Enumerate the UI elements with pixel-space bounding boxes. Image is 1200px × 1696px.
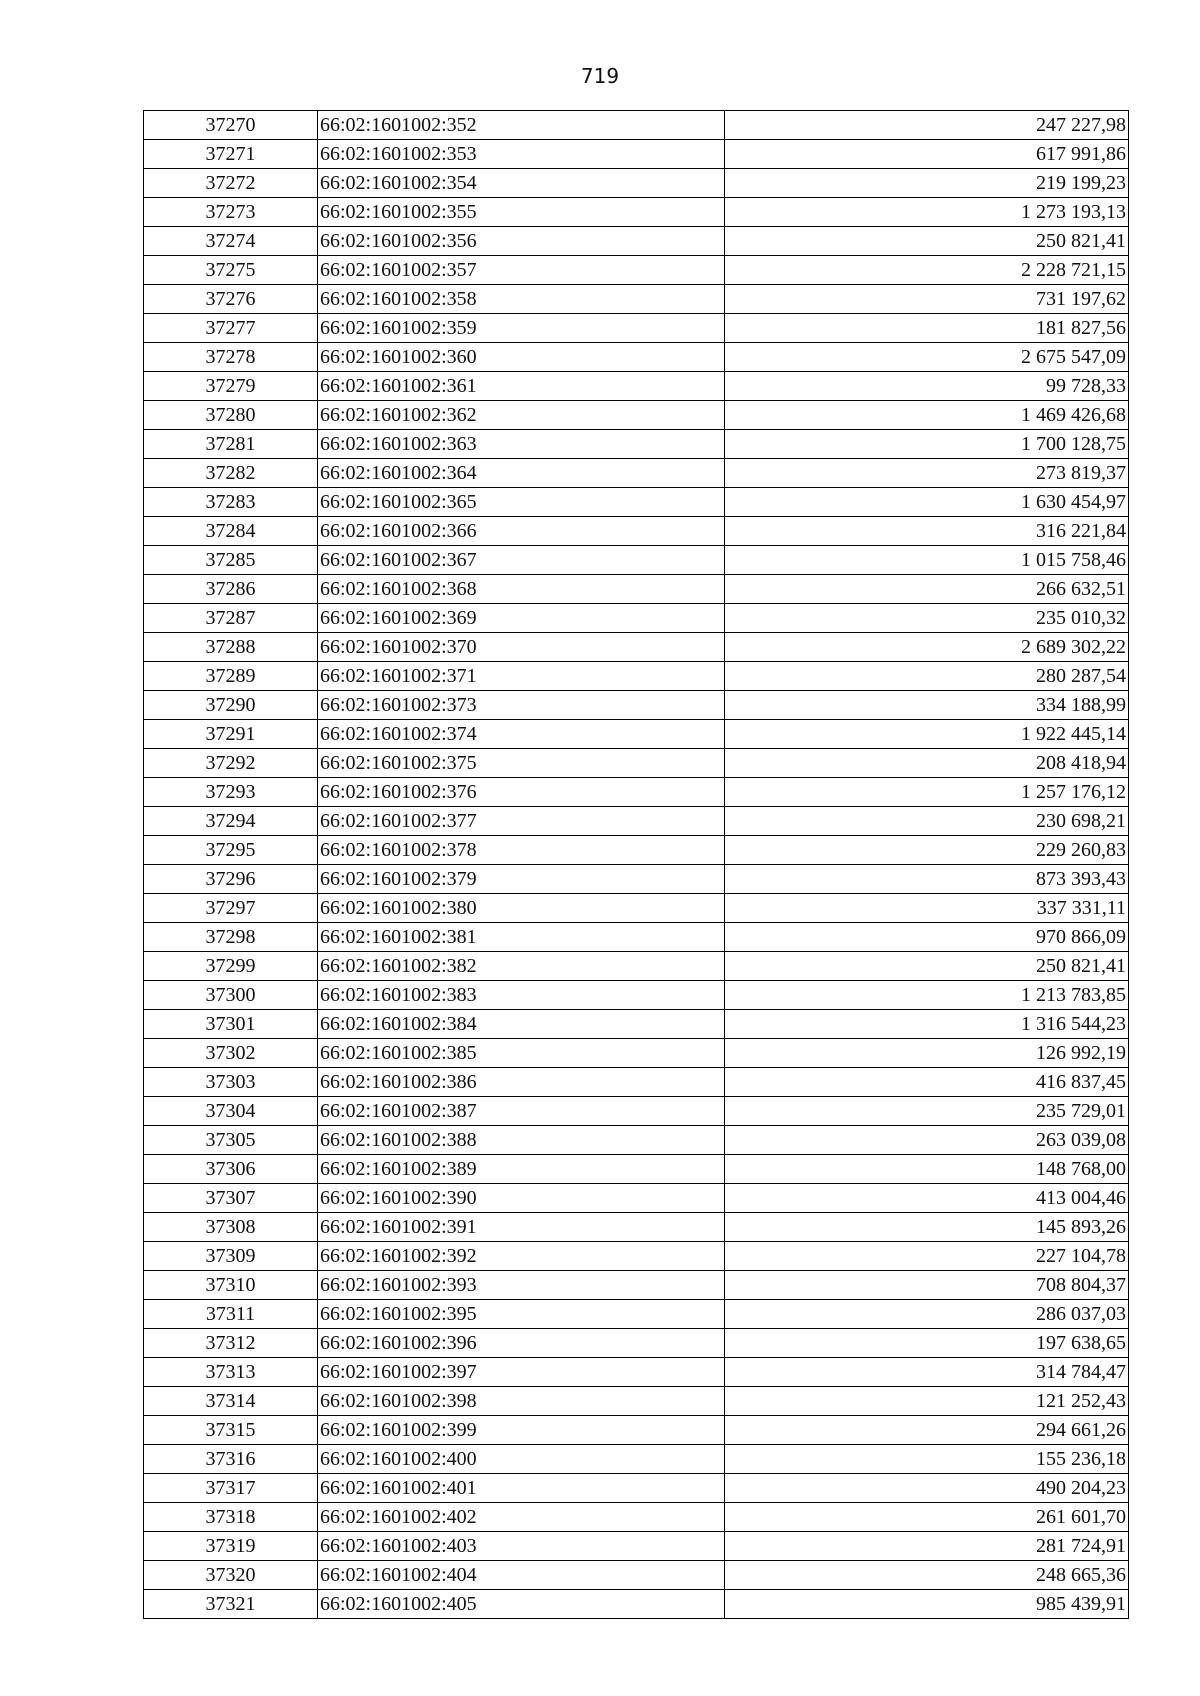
- cadastral-number-cell: 66:02:1601002:361: [318, 372, 725, 401]
- row-number-cell: 37294: [144, 807, 318, 836]
- row-number-cell: 37308: [144, 1213, 318, 1242]
- table-row: [144, 633, 1129, 662]
- cadastral-value-cell: 985 439,91: [725, 1590, 1129, 1619]
- cadastral-number-cell: 66:02:1601002:401: [318, 1474, 725, 1503]
- cadastral-value-cell: 227 104,78: [725, 1242, 1129, 1271]
- cadastral-number-cell: 66:02:1601002:399: [318, 1416, 725, 1445]
- cadastral-number-cell: 66:02:1601002:395: [318, 1300, 725, 1329]
- table-row: [144, 546, 1129, 575]
- cadastral-value-cell: 286 037,03: [725, 1300, 1129, 1329]
- cadastral-number-cell: 66:02:1601002:365: [318, 488, 725, 517]
- cadastral-number-cell: 66:02:1601002:366: [318, 517, 725, 546]
- cadastral-number-cell: 66:02:1601002:369: [318, 604, 725, 633]
- row-number-cell: 37317: [144, 1474, 318, 1503]
- table-row: [144, 662, 1129, 691]
- row-number-cell: 37283: [144, 488, 318, 517]
- cadastral-value-cell: 416 837,45: [725, 1068, 1129, 1097]
- cadastral-number-cell: 66:02:1601002:384: [318, 1010, 725, 1039]
- table-row: [144, 140, 1129, 169]
- cadastral-value-cell: 230 698,21: [725, 807, 1129, 836]
- table-row: [144, 430, 1129, 459]
- cadastral-value-cell: 148 768,00: [725, 1155, 1129, 1184]
- table-row: [144, 1474, 1129, 1503]
- cadastral-number-cell: 66:02:1601002:354: [318, 169, 725, 198]
- row-number-cell: 37271: [144, 140, 318, 169]
- cadastral-value-cell: 197 638,65: [725, 1329, 1129, 1358]
- row-number-cell: 37314: [144, 1387, 318, 1416]
- cadastral-number-cell: 66:02:1601002:381: [318, 923, 725, 952]
- row-number-cell: 37286: [144, 575, 318, 604]
- table-row: [144, 1271, 1129, 1300]
- table-row: [144, 343, 1129, 372]
- cadastral-value-cell: 281 724,91: [725, 1532, 1129, 1561]
- row-number-cell: 37282: [144, 459, 318, 488]
- cadastral-value-cell: 2 689 302,22: [725, 633, 1129, 662]
- cadastral-value-cell: 314 784,47: [725, 1358, 1129, 1387]
- row-number-cell: 37293: [144, 778, 318, 807]
- cadastral-number-cell: 66:02:1601002:352: [318, 111, 725, 140]
- table-row: [144, 459, 1129, 488]
- table-row: [144, 401, 1129, 430]
- table-row: [144, 952, 1129, 981]
- table-row: [144, 1358, 1129, 1387]
- table-row: [144, 1532, 1129, 1561]
- cadastral-value-cell: 263 039,08: [725, 1126, 1129, 1155]
- cadastral-value-cell: 219 199,23: [725, 169, 1129, 198]
- cadastral-value-cell: 334 188,99: [725, 691, 1129, 720]
- row-number-cell: 37309: [144, 1242, 318, 1271]
- cadastral-value-cell: 1 015 758,46: [725, 546, 1129, 575]
- table-row: [144, 1068, 1129, 1097]
- cadastral-value-cell: 247 227,98: [725, 111, 1129, 140]
- cadastral-number-cell: 66:02:1601002:391: [318, 1213, 725, 1242]
- table-row: [144, 1126, 1129, 1155]
- row-number-cell: 37305: [144, 1126, 318, 1155]
- cadastral-number-cell: 66:02:1601002:404: [318, 1561, 725, 1590]
- cadastral-number-cell: 66:02:1601002:368: [318, 575, 725, 604]
- cadastral-value-cell: 229 260,83: [725, 836, 1129, 865]
- cadastral-number-cell: 66:02:1601002:402: [318, 1503, 725, 1532]
- table-row: [144, 1503, 1129, 1532]
- cadastral-number-cell: 66:02:1601002:379: [318, 865, 725, 894]
- row-number-cell: 37311: [144, 1300, 318, 1329]
- row-number-cell: 37321: [144, 1590, 318, 1619]
- cadastral-value-cell: 708 804,37: [725, 1271, 1129, 1300]
- cadastral-number-cell: 66:02:1601002:378: [318, 836, 725, 865]
- cadastral-value-cell: 413 004,46: [725, 1184, 1129, 1213]
- cadastral-number-cell: 66:02:1601002:360: [318, 343, 725, 372]
- cadastral-value-cell: 121 252,43: [725, 1387, 1129, 1416]
- cadastral-number-cell: 66:02:1601002:374: [318, 720, 725, 749]
- row-number-cell: 37296: [144, 865, 318, 894]
- table-row: [144, 1242, 1129, 1271]
- table-row: [144, 1416, 1129, 1445]
- cadastral-value-cell: 294 661,26: [725, 1416, 1129, 1445]
- row-number-cell: 37316: [144, 1445, 318, 1474]
- cadastral-value-cell: 2 675 547,09: [725, 343, 1129, 372]
- cadastral-number-cell: 66:02:1601002:380: [318, 894, 725, 923]
- cadastral-number-cell: 66:02:1601002:385: [318, 1039, 725, 1068]
- table-row: [144, 720, 1129, 749]
- row-number-cell: 37312: [144, 1329, 318, 1358]
- cadastral-value-cell: 731 197,62: [725, 285, 1129, 314]
- cadastral-number-cell: 66:02:1601002:390: [318, 1184, 725, 1213]
- cadastral-value-table: [143, 110, 1129, 1619]
- cadastral-value-cell: 266 632,51: [725, 575, 1129, 604]
- table-row: [144, 981, 1129, 1010]
- row-number-cell: 37310: [144, 1271, 318, 1300]
- table-row: [144, 865, 1129, 894]
- cadastral-number-cell: 66:02:1601002:371: [318, 662, 725, 691]
- table-row: [144, 488, 1129, 517]
- cadastral-value-cell: 248 665,36: [725, 1561, 1129, 1590]
- table-row: [144, 1155, 1129, 1184]
- row-number-cell: 37280: [144, 401, 318, 430]
- table-row: [144, 285, 1129, 314]
- row-number-cell: 37320: [144, 1561, 318, 1590]
- table-row: [144, 1184, 1129, 1213]
- table-row: [144, 314, 1129, 343]
- cadastral-value-cell: 1 469 426,68: [725, 401, 1129, 430]
- table-row: [144, 807, 1129, 836]
- row-number-cell: 37301: [144, 1010, 318, 1039]
- row-number-cell: 37319: [144, 1532, 318, 1561]
- table-row: [144, 749, 1129, 778]
- cadastral-number-cell: 66:02:1601002:386: [318, 1068, 725, 1097]
- cadastral-value-cell: 273 819,37: [725, 459, 1129, 488]
- cadastral-value-cell: 2 228 721,15: [725, 256, 1129, 285]
- row-number-cell: 37285: [144, 546, 318, 575]
- row-number-cell: 37302: [144, 1039, 318, 1068]
- row-number-cell: 37278: [144, 343, 318, 372]
- table-row: [144, 691, 1129, 720]
- cadastral-number-cell: 66:02:1601002:358: [318, 285, 725, 314]
- row-number-cell: 37289: [144, 662, 318, 691]
- cadastral-value-cell: 145 893,26: [725, 1213, 1129, 1242]
- cadastral-number-cell: 66:02:1601002:403: [318, 1532, 725, 1561]
- row-number-cell: 37298: [144, 923, 318, 952]
- cadastral-value-cell: 261 601,70: [725, 1503, 1129, 1532]
- table-row: [144, 1561, 1129, 1590]
- cadastral-number-cell: 66:02:1601002:382: [318, 952, 725, 981]
- cadastral-value-cell: 1 213 783,85: [725, 981, 1129, 1010]
- table-row: [144, 1300, 1129, 1329]
- cadastral-value-cell: 1 922 445,14: [725, 720, 1129, 749]
- table-row: [144, 517, 1129, 546]
- cadastral-number-cell: 66:02:1601002:393: [318, 1271, 725, 1300]
- table-row: [144, 923, 1129, 952]
- row-number-cell: 37270: [144, 111, 318, 140]
- table-row: [144, 1039, 1129, 1068]
- cadastral-number-cell: 66:02:1601002:392: [318, 1242, 725, 1271]
- cadastral-number-cell: 66:02:1601002:388: [318, 1126, 725, 1155]
- row-number-cell: 37315: [144, 1416, 318, 1445]
- row-number-cell: 37288: [144, 633, 318, 662]
- cadastral-value-cell: 1 316 544,23: [725, 1010, 1129, 1039]
- cadastral-number-cell: 66:02:1601002:398: [318, 1387, 725, 1416]
- row-number-cell: 37292: [144, 749, 318, 778]
- cadastral-value-cell: 235 729,01: [725, 1097, 1129, 1126]
- cadastral-number-cell: 66:02:1601002:389: [318, 1155, 725, 1184]
- cadastral-value-cell: 316 221,84: [725, 517, 1129, 546]
- table-row: [144, 256, 1129, 285]
- cadastral-number-cell: 66:02:1601002:376: [318, 778, 725, 807]
- row-number-cell: 37274: [144, 227, 318, 256]
- table-row: [144, 1445, 1129, 1474]
- row-number-cell: 37272: [144, 169, 318, 198]
- row-number-cell: 37279: [144, 372, 318, 401]
- table-row: [144, 604, 1129, 633]
- cadastral-number-cell: 66:02:1601002:405: [318, 1590, 725, 1619]
- cadastral-number-cell: 66:02:1601002:370: [318, 633, 725, 662]
- row-number-cell: 37277: [144, 314, 318, 343]
- cadastral-value-cell: 250 821,41: [725, 227, 1129, 256]
- cadastral-value-cell: 337 331,11: [725, 894, 1129, 923]
- cadastral-value-cell: 235 010,32: [725, 604, 1129, 633]
- table-row: [144, 198, 1129, 227]
- cadastral-number-cell: 66:02:1601002:356: [318, 227, 725, 256]
- page-number: 719: [580, 64, 620, 88]
- cadastral-value-cell: 280 287,54: [725, 662, 1129, 691]
- table-row: [144, 1097, 1129, 1126]
- cadastral-value-cell: 970 866,09: [725, 923, 1129, 952]
- table-row: [144, 894, 1129, 923]
- row-number-cell: 37297: [144, 894, 318, 923]
- row-number-cell: 37287: [144, 604, 318, 633]
- table-row: [144, 227, 1129, 256]
- cadastral-value-cell: 873 393,43: [725, 865, 1129, 894]
- cadastral-number-cell: 66:02:1601002:400: [318, 1445, 725, 1474]
- row-number-cell: 37303: [144, 1068, 318, 1097]
- row-number-cell: 37299: [144, 952, 318, 981]
- row-number-cell: 37295: [144, 836, 318, 865]
- cadastral-value-cell: 1 257 176,12: [725, 778, 1129, 807]
- table-row: [144, 111, 1129, 140]
- cadastral-number-cell: 66:02:1601002:383: [318, 981, 725, 1010]
- row-number-cell: 37290: [144, 691, 318, 720]
- cadastral-value-cell: 1 700 128,75: [725, 430, 1129, 459]
- cadastral-value-cell: 1 273 193,13: [725, 198, 1129, 227]
- cadastral-number-cell: 66:02:1601002:377: [318, 807, 725, 836]
- cadastral-number-cell: 66:02:1601002:364: [318, 459, 725, 488]
- table-row: [144, 1329, 1129, 1358]
- cadastral-value-cell: 617 991,86: [725, 140, 1129, 169]
- row-number-cell: 37276: [144, 285, 318, 314]
- table-row: [144, 1010, 1129, 1039]
- cadastral-value-cell: 155 236,18: [725, 1445, 1129, 1474]
- cadastral-value-cell: 208 418,94: [725, 749, 1129, 778]
- table-row: [144, 778, 1129, 807]
- row-number-cell: 37291: [144, 720, 318, 749]
- cadastral-number-cell: 66:02:1601002:373: [318, 691, 725, 720]
- cadastral-value-cell: 1 630 454,97: [725, 488, 1129, 517]
- cadastral-value-cell: 250 821,41: [725, 952, 1129, 981]
- row-number-cell: 37318: [144, 1503, 318, 1532]
- cadastral-number-cell: 66:02:1601002:375: [318, 749, 725, 778]
- cadastral-number-cell: 66:02:1601002:353: [318, 140, 725, 169]
- row-number-cell: 37300: [144, 981, 318, 1010]
- row-number-cell: 37275: [144, 256, 318, 285]
- cadastral-number-cell: 66:02:1601002:387: [318, 1097, 725, 1126]
- cadastral-value-cell: 181 827,56: [725, 314, 1129, 343]
- row-number-cell: 37284: [144, 517, 318, 546]
- cadastral-number-cell: 66:02:1601002:359: [318, 314, 725, 343]
- cadastral-number-cell: 66:02:1601002:355: [318, 198, 725, 227]
- table-row: [144, 1590, 1129, 1619]
- cadastral-value-cell: 490 204,23: [725, 1474, 1129, 1503]
- cadastral-number-cell: 66:02:1601002:363: [318, 430, 725, 459]
- cadastral-number-cell: 66:02:1601002:362: [318, 401, 725, 430]
- row-number-cell: 37281: [144, 430, 318, 459]
- table-body: [144, 111, 1129, 1619]
- table-row: [144, 1387, 1129, 1416]
- row-number-cell: 37304: [144, 1097, 318, 1126]
- row-number-cell: 37306: [144, 1155, 318, 1184]
- cadastral-number-cell: 66:02:1601002:397: [318, 1358, 725, 1387]
- cadastral-value-cell: 126 992,19: [725, 1039, 1129, 1068]
- cadastral-value-cell: 99 728,33: [725, 372, 1129, 401]
- row-number-cell: 37313: [144, 1358, 318, 1387]
- table-row: [144, 836, 1129, 865]
- row-number-cell: 37273: [144, 198, 318, 227]
- table-row: [144, 169, 1129, 198]
- cadastral-number-cell: 66:02:1601002:367: [318, 546, 725, 575]
- table-row: [144, 1213, 1129, 1242]
- cadastral-number-cell: 66:02:1601002:396: [318, 1329, 725, 1358]
- table-row: [144, 575, 1129, 604]
- cadastral-number-cell: 66:02:1601002:357: [318, 256, 725, 285]
- table-row: [144, 372, 1129, 401]
- row-number-cell: 37307: [144, 1184, 318, 1213]
